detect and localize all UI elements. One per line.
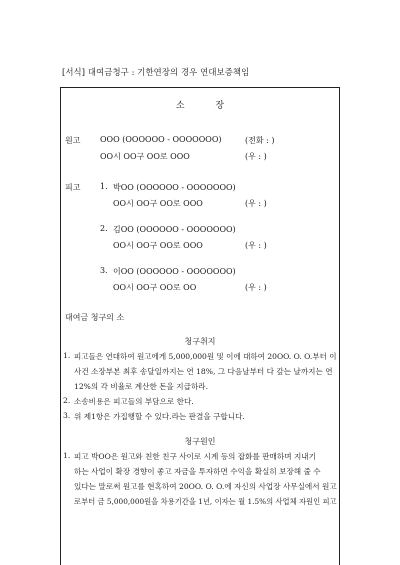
form-title: [서식] 대여금청구 : 기한연장의 경우 연대보증책임 — [62, 67, 250, 77]
document-frame — [60, 87, 340, 565]
plaintiff-address: OO시 OO구 OO로 OOO — [100, 152, 190, 161]
claim-purpose-item-1-line2: 사건 소장부본 최후 송달일까지는 연 18%, 그 다음날부터 다 갚는 날까지는 연 — [74, 367, 333, 376]
claim-purpose-item-1-line1: 피고들은 연대하여 원고에게 5,000,000원 및 이에 대하여 20OO. O. O.부터 이 — [74, 352, 337, 361]
claim-purpose-item-1-num: 1. — [63, 351, 71, 360]
claim-cause-item-1-line4: 로부터 금 5,000,000원을 차용기간을 1년, 이자는 월 1.5%의 사업체 자원인 피고 — [74, 497, 337, 506]
defendant-2-name: 김OO (OOOOOO - OOOOOOO) — [113, 225, 236, 234]
defendant-1-name: 박OO (OOOOOO - OOOOOOO) — [113, 183, 236, 192]
claim-purpose-heading: 청구취지 — [184, 337, 216, 346]
defendant-1-num: 1. — [100, 182, 108, 191]
claim-cause-item-1-num: 1. — [63, 451, 71, 460]
defendant-3-name: 이OO (OOOOOO - OOOOOOO) — [113, 267, 236, 276]
defendant-1-address: OO시 OO구 OO로 OOO — [113, 199, 203, 208]
defendant-2-num: 2. — [100, 224, 108, 233]
defendant-3-post: (우 : ) — [245, 283, 267, 292]
defendant-1-post: (우 : ) — [245, 199, 267, 208]
claim-cause-item-1-line3: 있다는 말로써 원고를 현혹하여 20OO. O. O.에 자신의 사업장 사무실에서 원고 — [74, 482, 337, 491]
document-title: 소 장 — [175, 101, 225, 111]
defendant-2-post: (우 : ) — [245, 241, 267, 250]
defendant-label: 피고 — [65, 183, 81, 192]
defendant-3-num: 3. — [100, 266, 108, 275]
plaintiff-phone: (전화 : ) — [245, 136, 275, 145]
claim-purpose-item-2-num: 2. — [63, 396, 71, 405]
claim-purpose-item-2-line1: 소송비용은 피고들의 부담으로 한다. — [74, 397, 194, 406]
claim-purpose-item-3-num: 3. — [63, 411, 71, 420]
claim-cause-heading: 청구원인 — [184, 437, 216, 446]
defendant-3-address: OO시 OO구 OO로 OO — [113, 283, 197, 292]
case-name: 대여금 청구의 소 — [65, 313, 125, 322]
defendant-2-address: OO시 OO구 OO로 OOO — [113, 241, 203, 250]
claim-cause-item-1-line1: 피고 박OO은 원고와 친한 친구 사이로 시계 등의 잡화를 판매하며 지내기 — [74, 452, 316, 461]
claim-purpose-item-3-line1: 위 제1항은 가집행할 수 있다.라는 판결을 구합니다. — [74, 412, 245, 421]
plaintiff-post: (우 : ) — [245, 152, 267, 161]
claim-cause-item-1-line2: 하는 사업이 확장 경향이 좋고 자금을 투자하면 수익을 확실히 보장해 줄 수 — [74, 467, 321, 476]
claim-purpose-item-1-line3: 12%의 각 비율로 계산한 돈을 지급하라. — [74, 382, 209, 391]
plaintiff-label: 원고 — [65, 136, 81, 145]
plaintiff-name: OOO (OOOOOO - OOOOOOO) — [100, 135, 222, 144]
